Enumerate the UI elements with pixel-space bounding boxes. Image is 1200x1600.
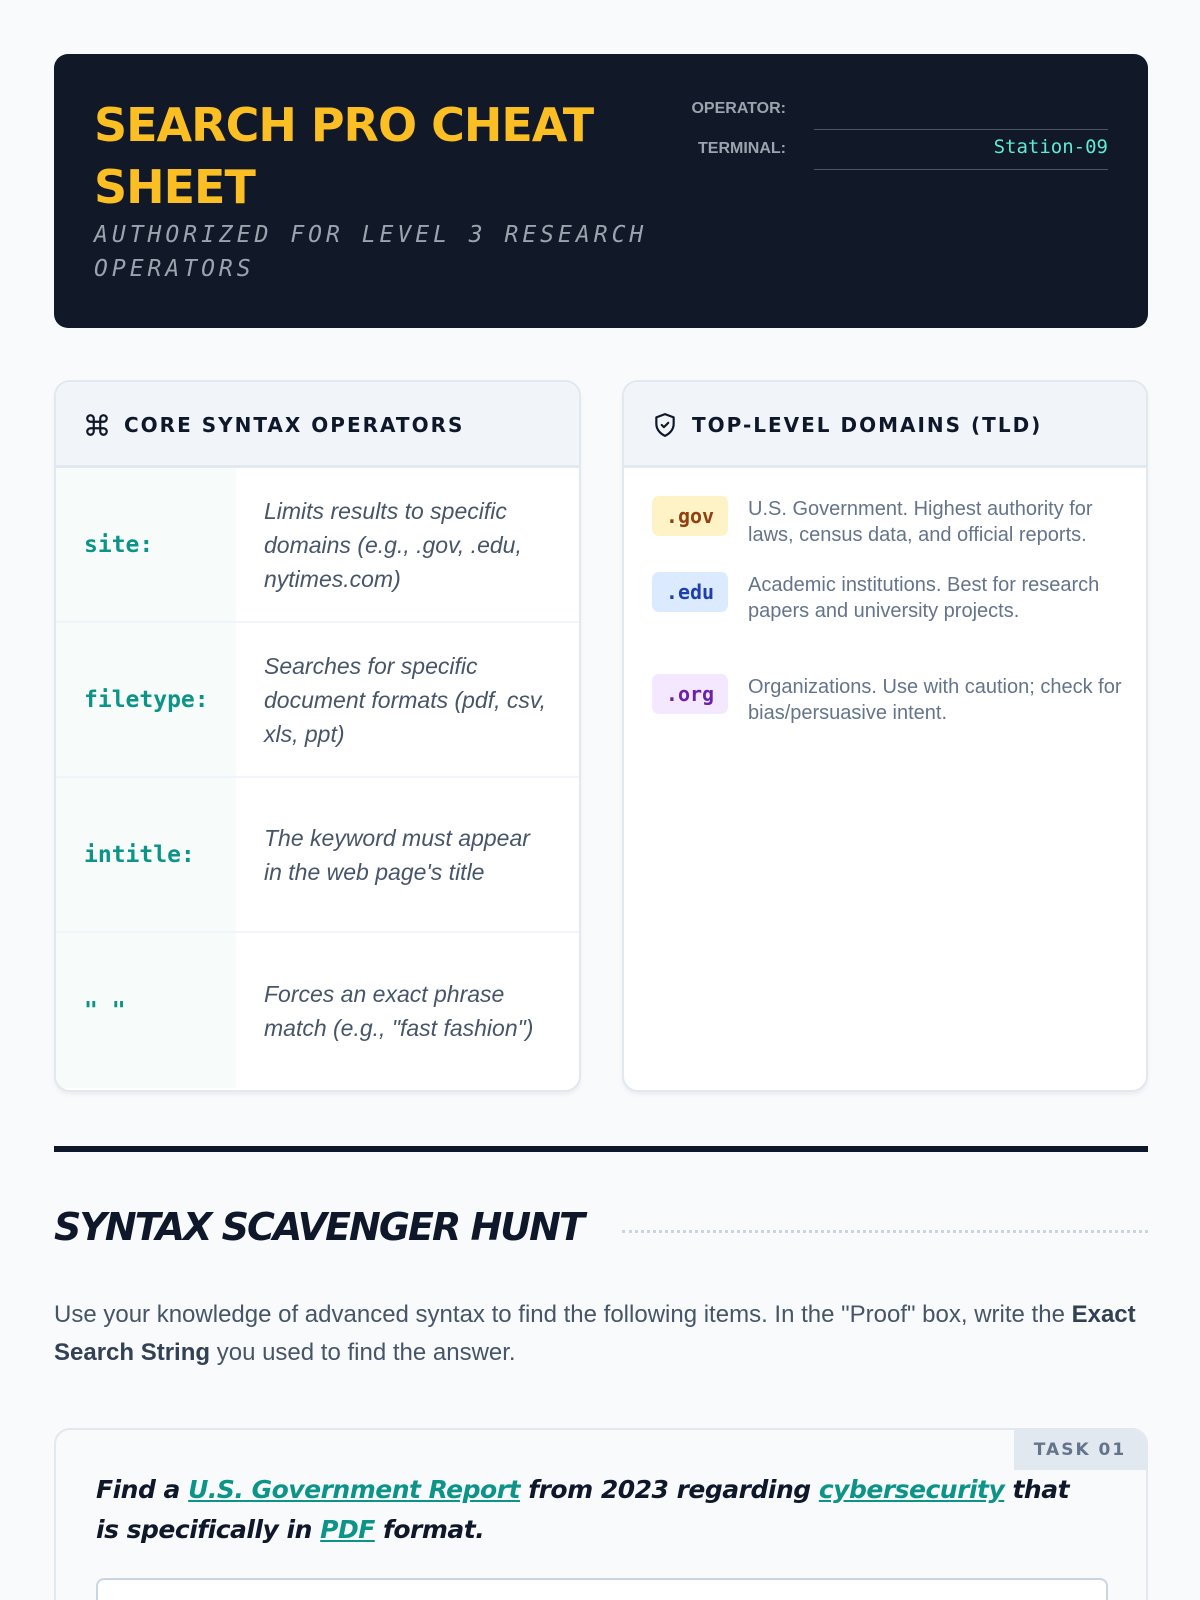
page-subtitle: AUTHORIZED FOR LEVEL 3 RESEARCH OPERATORS — [94, 222, 648, 282]
section-title: SYNTAX SCAVENGER HUNT — [54, 1205, 583, 1249]
tld-description: Organizations. Use with caution; check for bias/persuasive intent. — [748, 676, 1122, 724]
operator-description: Forces an exact phrase match (e.g., "fast fashion") — [264, 980, 534, 1041]
terminal-underline — [814, 169, 1108, 170]
section-divider — [54, 1146, 1148, 1152]
tld-card-header — [624, 382, 1146, 468]
task-number-badge: TASK 01 — [1014, 1430, 1146, 1470]
command-icon — [84, 412, 110, 438]
shield-check-icon — [652, 412, 678, 438]
operator-label: OPERATOR: — [691, 100, 786, 117]
operator-description: Limits results to specific domains (e.g., .gov, .edu, nytimes.com) — [264, 497, 522, 592]
tld-card-title: TOP-LEVEL DOMAINS (TLD) — [692, 413, 1043, 437]
operator-key: filetype: — [84, 686, 209, 713]
operator-field[interactable] — [691, 92, 1108, 130]
terminal-field[interactable] — [698, 132, 1108, 170]
task-card — [54, 1428, 1148, 1600]
page-title: SEARCH PRO CHEAT SHEET — [94, 98, 594, 214]
tld-card — [622, 380, 1148, 1092]
tld-description: Academic institutions. Best for research papers and university projects. — [748, 574, 1100, 622]
tld-badge: .gov — [652, 496, 728, 536]
operator-row — [56, 623, 579, 778]
operator-key: site: — [84, 531, 154, 558]
operator-row — [56, 778, 579, 933]
terminal-value[interactable]: Station-09 — [993, 136, 1108, 158]
operator-description: The keyword must appear in the web page's title — [264, 824, 530, 885]
tld-badge: .org — [652, 674, 728, 714]
operator-underline — [814, 129, 1108, 130]
syntax-card-title: CORE SYNTAX OPERATORS — [124, 413, 465, 437]
instructions-text: Use your knowledge of advanced syntax to find the following items. In the "Proof" box, write the Exact Search String you used to find the answer. — [54, 1301, 1136, 1366]
keyword-highlight: U.S. Government Report — [188, 1475, 520, 1504]
operator-row — [56, 468, 579, 623]
operator-key: " " — [84, 997, 126, 1024]
keyword-highlight: cybersecurity — [818, 1475, 1005, 1504]
operator-row — [56, 933, 579, 1088]
syntax-card-header — [56, 382, 579, 468]
tld-description: U.S. Government. Highest authority for laws, census data, and official reports. — [748, 498, 1093, 546]
tld-badge: .edu — [652, 572, 728, 612]
task-question: Find a U.S. Government Report from 2023 regarding cybersecurity that is specifically in PDF format. — [96, 1475, 1070, 1544]
terminal-label: TERMINAL: — [698, 140, 786, 157]
instructions-emphasis: Exact Search String — [54, 1301, 1136, 1366]
syntax-operators-card — [54, 380, 581, 1092]
operator-description: Searches for specific document formats (pdf, csv, xls, ppt) — [264, 652, 547, 747]
operator-key: intitle: — [84, 841, 195, 868]
keyword-highlight: PDF — [320, 1515, 375, 1544]
proof-input-box[interactable] — [96, 1578, 1108, 1600]
dotted-rule — [622, 1230, 1148, 1233]
header-banner — [54, 54, 1148, 328]
